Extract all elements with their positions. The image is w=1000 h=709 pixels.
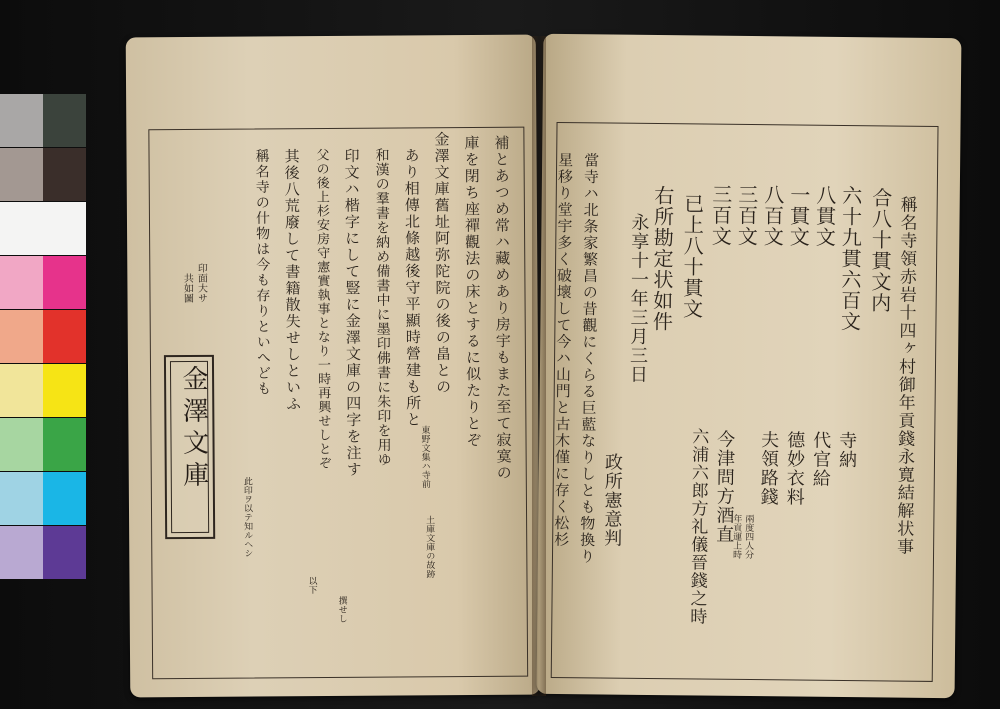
right-page: [537, 34, 962, 698]
amount-1: 六十九貫六百文: [837, 184, 863, 333]
side-note-line-2: 共如圖: [181, 272, 193, 304]
calibration-swatch: [43, 472, 86, 525]
calibration-swatch: [0, 202, 43, 255]
calibration-swatch: [43, 310, 86, 363]
calibration-swatch: [43, 418, 86, 471]
gloss-4: 以下: [306, 576, 317, 595]
calibration-swatch: [0, 364, 43, 417]
calibration-swatch: [43, 94, 86, 147]
text-column-5: 和漢の羣書を納め備書中に墨印佛書に朱印を用ゆ: [373, 147, 392, 467]
calibration-swatch: [43, 148, 86, 201]
calibration-swatch: [0, 418, 43, 471]
calibration-swatch: [0, 472, 43, 525]
entry-5: 今津問方酒直: [713, 429, 736, 544]
open-book: [128, 36, 958, 696]
text-column-9: 稱名寺の什物は今も存りといへども: [253, 148, 272, 397]
left-page: [126, 35, 541, 698]
total-line: 合八十貫文内: [867, 187, 893, 314]
title-text: 金澤文庫: [177, 364, 209, 494]
entry-1: 寺納: [835, 430, 858, 470]
amount-3: 一貫文: [786, 184, 811, 248]
subtotal-line: 已上八十貫文: [679, 193, 705, 320]
gloss-2: 東野文集ハ寺前: [419, 425, 430, 489]
calibration-swatch: [0, 526, 43, 579]
book-gutter: [532, 36, 546, 696]
calibration-swatch: [43, 202, 86, 255]
signature: 政所憲意判: [601, 452, 624, 548]
text-column-3: 金澤文庫舊址阿弥陀院の後の畠との: [432, 131, 453, 396]
calibration-swatch: [43, 364, 86, 417]
text-column-7: 父の後上杉安房守憲實執事となり一時再興せしとぞ: [313, 148, 331, 471]
entry-6: 六浦六郎方礼儀晉錢之時: [686, 427, 709, 626]
text-column-2: 庫を閉ち座禪觀法の床とするに似たりとぞ: [462, 134, 483, 449]
calibration-swatch: [0, 256, 43, 309]
calibration-swatch: [0, 148, 43, 201]
entry-note-2: 年貢運上時: [730, 513, 742, 559]
gloss-3: 撰せし: [336, 595, 347, 623]
entry-note-1: 兩度四人分: [742, 513, 754, 560]
calibration-swatch: [0, 94, 43, 147]
document-heading: 稱名寺領赤岩十四ヶ村御年貢錢永寛結解状事: [893, 195, 917, 556]
text-column-8: 其後八荒廢して書籍散失せしといふ: [282, 148, 303, 413]
calibration-swatch: [43, 526, 86, 579]
amount-2: 八貫文: [812, 184, 837, 248]
calibration-swatch: [0, 310, 43, 363]
text-column-4: あり相傳北條越後守平顯時營建も所と: [402, 147, 423, 429]
title-cartouche: [164, 355, 215, 539]
calibration-swatch: [43, 256, 86, 309]
amount-4: 八百文: [760, 184, 785, 248]
entry-4: 夫領路錢: [757, 430, 780, 507]
date-line: 永享十一年三月三日: [626, 212, 650, 384]
gloss-1: 土庫文庫の故跡: [424, 515, 435, 579]
amount-5: 三百文: [734, 183, 759, 248]
text-column-6: 印文ハ楷字にして豎に金澤文庫の四字を注す: [342, 147, 363, 478]
entry-2: 代官給: [809, 430, 832, 488]
narrative-column-2: 星移り堂宇多く破壞して今ハ山門と古木僅に存く松杉: [552, 151, 575, 549]
statement-line: 右所勘定状如件: [649, 184, 675, 333]
side-note-line-1: 印面大サ: [195, 262, 207, 303]
amount-6: 三百文: [708, 183, 733, 247]
text-column-1: 補とあつめ常ハ藏めあり房宇もまた至て寂寞の: [492, 134, 513, 482]
entry-3: 德妙衣料: [783, 430, 806, 507]
narrative-column-1: 當寺ハ北条家繁昌の昔觀にくらる巨藍なりしとも物換り: [577, 152, 601, 565]
gloss-5: 此印ヲ以テ知ルヘシ: [241, 476, 253, 558]
color-calibration-strip: [0, 94, 86, 582]
